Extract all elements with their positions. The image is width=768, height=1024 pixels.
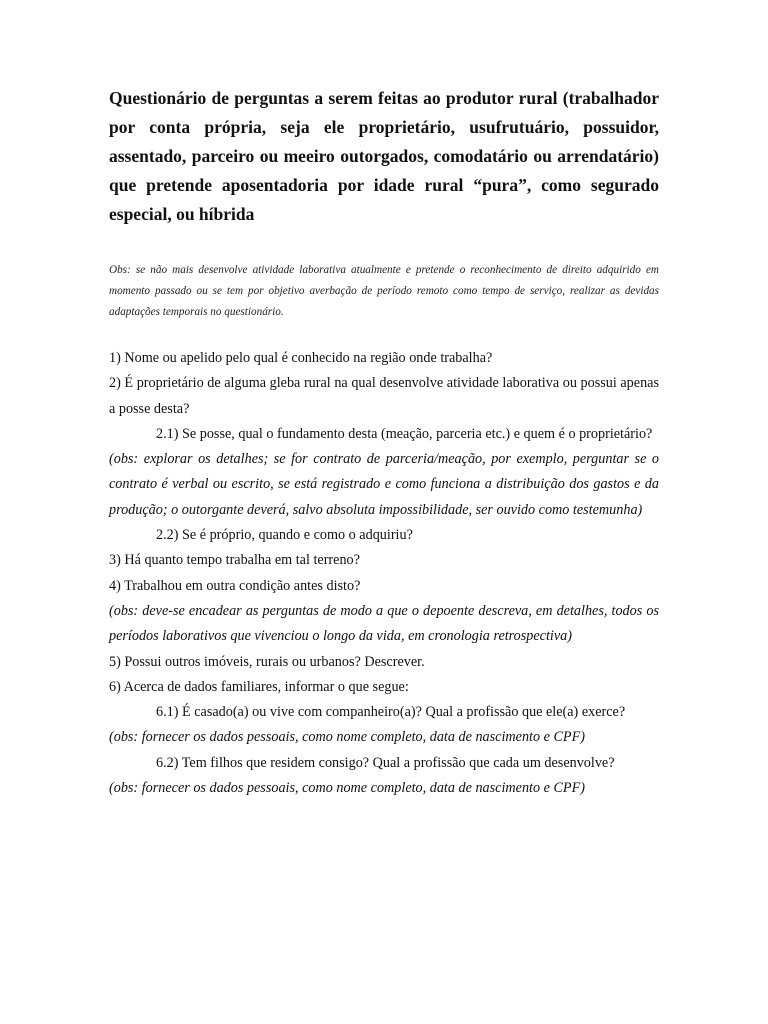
- obs-question-4: (obs: deve-se encadear as perguntas de modo a que o depoente descreva, em detalhes, todos os períodos laborativos que vivenciou o longo da vida, em cronologia retrospectiva): [109, 602, 659, 645]
- question-2: 2) É proprietário de alguma gleba rural na qual desenvolve atividade laborativa ou possui apenas a posse desta?: [109, 375, 659, 417]
- question-1: 1) Nome ou apelido pelo qual é conhecido na região onde trabalha?: [109, 350, 493, 366]
- obs-note: Obs: se não mais desenvolve atividade laborativa atualmente e pretende o reconhecimento de direito adquirido em momento passado ou se tem por objetivo averbação de período remoto como tempo de serviço, realizar as devidas adaptações temporais no questionário.: [109, 264, 659, 318]
- question-6-2: 6.2) Tem filhos que residem consigo? Qual a profissão que cada um desenvolve?: [156, 754, 615, 771]
- obs-question-2-1: (obs: explorar os detalhes; se for contrato de parceria/meação, por exemplo, perguntar se o contrato é verbal ou escrito, se está registrado e como funciona a distribuição dos gastos e da produção; o outorgante deverá, salvo absoluta impossibilidade, ser ouvido como testemunha): [109, 451, 659, 518]
- document-title: Questionário de perguntas a serem feitas ao produtor rural (trabalhador por conta própria, seja ele proprietário, usufrutuário, possuidor, assentado, parceiro ou meeiro outorgados, comodatário ou arrendatário) que pretende aposentadoria por idade rural “pura”, como segurado especial, ou híbrida: [109, 88, 659, 224]
- question-2-2: 2.2) Se é próprio, quando e como o adquiriu?: [156, 527, 413, 544]
- obs-question-6-1: (obs: fornecer os dados pessoais, como nome completo, data de nascimento e CPF): [109, 729, 585, 746]
- obs-question-6-2: (obs: fornecer os dados pessoais, como nome completo, data de nascimento e CPF): [109, 780, 585, 797]
- document-page: [109, 84, 659, 801]
- question-3: 3) Há quanto tempo trabalha em tal terreno?: [109, 552, 360, 569]
- question-6-1: 6.1) É casado(a) ou vive com companheiro(a)? Qual a profissão que ele(a) exerce?: [156, 704, 626, 721]
- question-6: 6) Acerca de dados familiares, informar o que segue:: [109, 678, 409, 695]
- question-2-1: 2.1) Se posse, qual o fundamento desta (meação, parceria etc.) e quem é o proprietário?: [156, 425, 653, 442]
- question-list: [109, 346, 659, 801]
- question-4: 4) Trabalhou em outra condição antes disto?: [109, 577, 361, 594]
- question-5: 5) Possui outros imóveis, rurais ou urbanos? Descrever.: [109, 653, 425, 670]
